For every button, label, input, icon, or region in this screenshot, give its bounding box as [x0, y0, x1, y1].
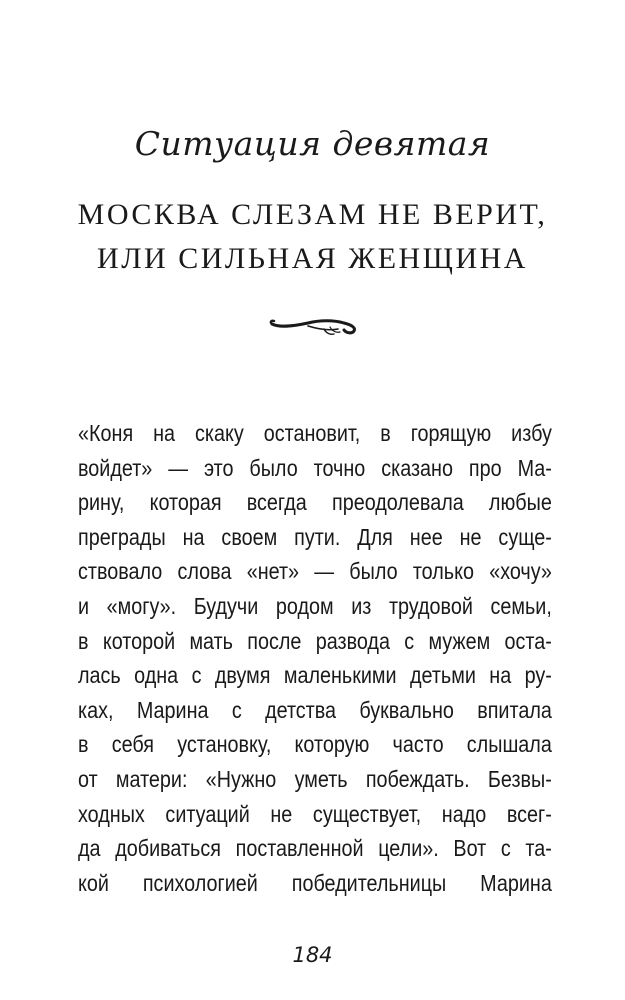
text-line: войдет» — это было точно сказано про Ма-	[78, 454, 552, 481]
text-line: и «могу». Будучи родом из трудовой семьи,	[78, 592, 552, 619]
text-line: ствовало слова «нет» — было только «хочу»	[78, 558, 552, 585]
text-line: лась одна с двумя маленькими детьми на ру-	[78, 662, 552, 689]
text-line: в себя установку, которую часто слышала	[78, 731, 552, 758]
body-text	[78, 416, 552, 900]
text-line: ках, Марина с детства буквально впитала	[78, 696, 552, 723]
chapter-label: Ситуация девятая	[134, 124, 491, 163]
text-line: преграды на своем пути. Для нее не суще-	[78, 523, 552, 550]
flourish-divider-icon	[268, 314, 360, 338]
text-line: рину, которая всегда преодолевала любые	[78, 489, 552, 516]
chapter-title	[0, 193, 625, 281]
page-number: 184	[292, 943, 333, 967]
text-line: в которой мать после развода с мужем оста-	[78, 627, 552, 654]
text-line: да добиваться поставленной цели». Вот с та-	[78, 835, 552, 862]
chapter-title-line-2: ИЛИ СИЛЬНАЯ ЖЕНЩИНА	[97, 242, 528, 275]
text-line: ходных ситуаций не существует, надо всег-	[78, 800, 552, 827]
text-line: кой психологией победительницы Марина	[78, 869, 552, 896]
text-line: от матери: «Нужно уметь побеждать. Безвы-	[78, 765, 552, 792]
chapter-title-line-1: МОСКВА СЛЕЗАМ НЕ ВЕРИТ,	[77, 198, 548, 231]
text-line: «Коня на скаку остановит, в горящую избу	[78, 420, 552, 446]
